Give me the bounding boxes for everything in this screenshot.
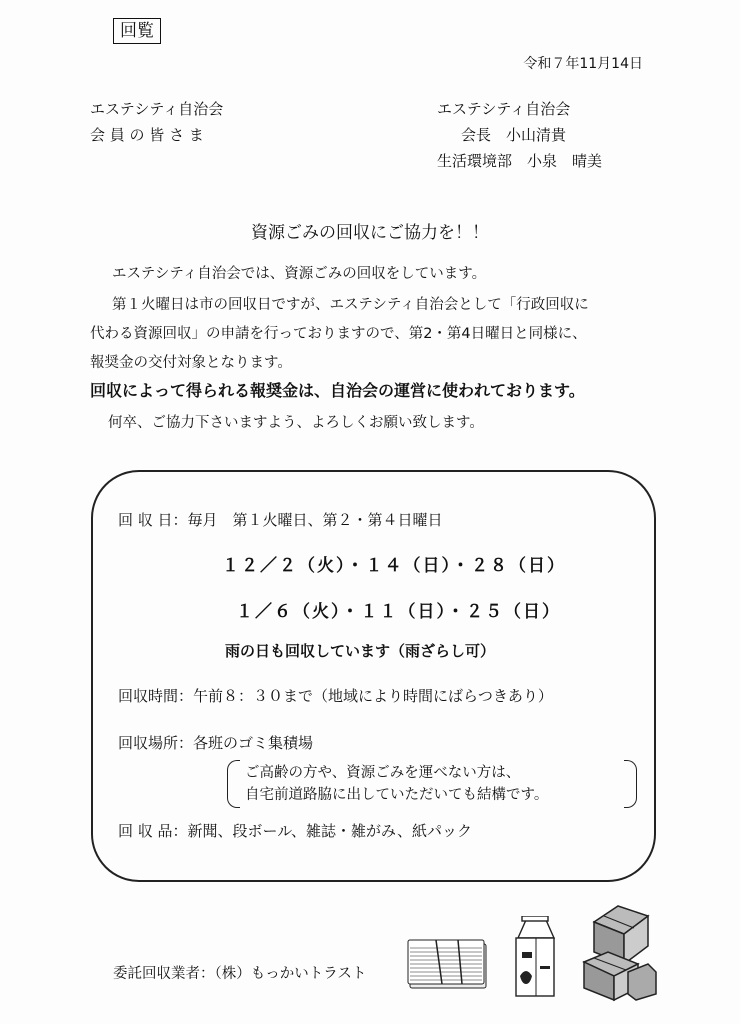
collection-place-label: 回収場所 (118, 734, 179, 752)
body-paragraph-2-line-2: 代わる資源回収」の申請を行っておりますので、第2・第4日曜日と同様に、 (90, 326, 587, 342)
document-date: 令和７年11月14日 (523, 56, 643, 72)
body-paragraph-3: 何卒、ご協力下さいますよう、よろしくお願い致します。 (108, 415, 484, 431)
collection-day-value: ：毎月 第１火曜日、第２・第４日曜日 (172, 511, 443, 529)
collection-note-line-1: ご高齢の方や、資源ごみを運べない方は、 (245, 765, 521, 781)
cardboard-boxes-icon (578, 902, 658, 1002)
collection-day-row (118, 509, 443, 530)
collection-day-label: 回 収 日 (118, 511, 173, 529)
newspaper-stack-icon (406, 934, 490, 992)
collection-note-line-2: 自宅前道路脇に出していただいても結構です。 (245, 787, 549, 803)
collection-time-label: 回収時間 (118, 687, 179, 705)
body-paragraph-2-line-3: 報奨金の交付対象となります。 (90, 355, 292, 371)
note-bracket-left (227, 760, 240, 808)
recipient-members: 会 員 の 皆 さ ま (90, 126, 204, 144)
rain-notice: 雨の日も回収しています（雨ざらし可） (225, 642, 496, 660)
body-paragraph-1: エステシティ自治会では、資源ごみの回収をしています。 (112, 266, 487, 282)
note-bracket-right (624, 760, 637, 808)
collection-items-value: ：新聞、段ボール、雑誌・雑がみ、紙パック (172, 822, 472, 840)
sender-department: 生活環境部 小泉 晴美 (437, 152, 603, 170)
body-paragraph-2-line-1: 第１火曜日は市の回収日ですが、エステシティ自治会として「行政回収に (112, 297, 589, 313)
collection-items-label: 回 収 品 (118, 822, 173, 840)
collection-dates-january: １／６（火）・１１（日）・２５（日） (236, 602, 561, 622)
sender-org: エステシティ自治会 (437, 100, 571, 118)
recipient-block (90, 96, 223, 148)
recipient-org: エステシティ自治会 (90, 100, 224, 118)
collection-note (245, 762, 548, 806)
body-bold-statement: 回収によって得られる報奨金は、自治会の運営に使われております。 (90, 381, 585, 400)
sender-chairman: 会長 小山清貴 (461, 126, 567, 144)
notice-title: 資源ごみの回収にご協力を！！ (251, 223, 489, 243)
sender-block (437, 96, 602, 174)
contractor-line: 委託回収業者：（株）もっかいトラスト (113, 966, 367, 982)
collection-place-value: ：各班のゴミ集積場 (178, 734, 314, 752)
kairan-stamp: 回覧 (113, 18, 161, 44)
collection-time-row (118, 685, 553, 706)
collection-dates-december: １２／２（火）・１４（日）・２８（日） (222, 556, 566, 576)
collection-time-value: ：午前８：３０まで（地域により時間にばらつきあり） (178, 687, 553, 705)
milk-carton-icon (512, 916, 558, 998)
collection-items-row (118, 820, 472, 841)
collection-place-row (118, 732, 313, 753)
